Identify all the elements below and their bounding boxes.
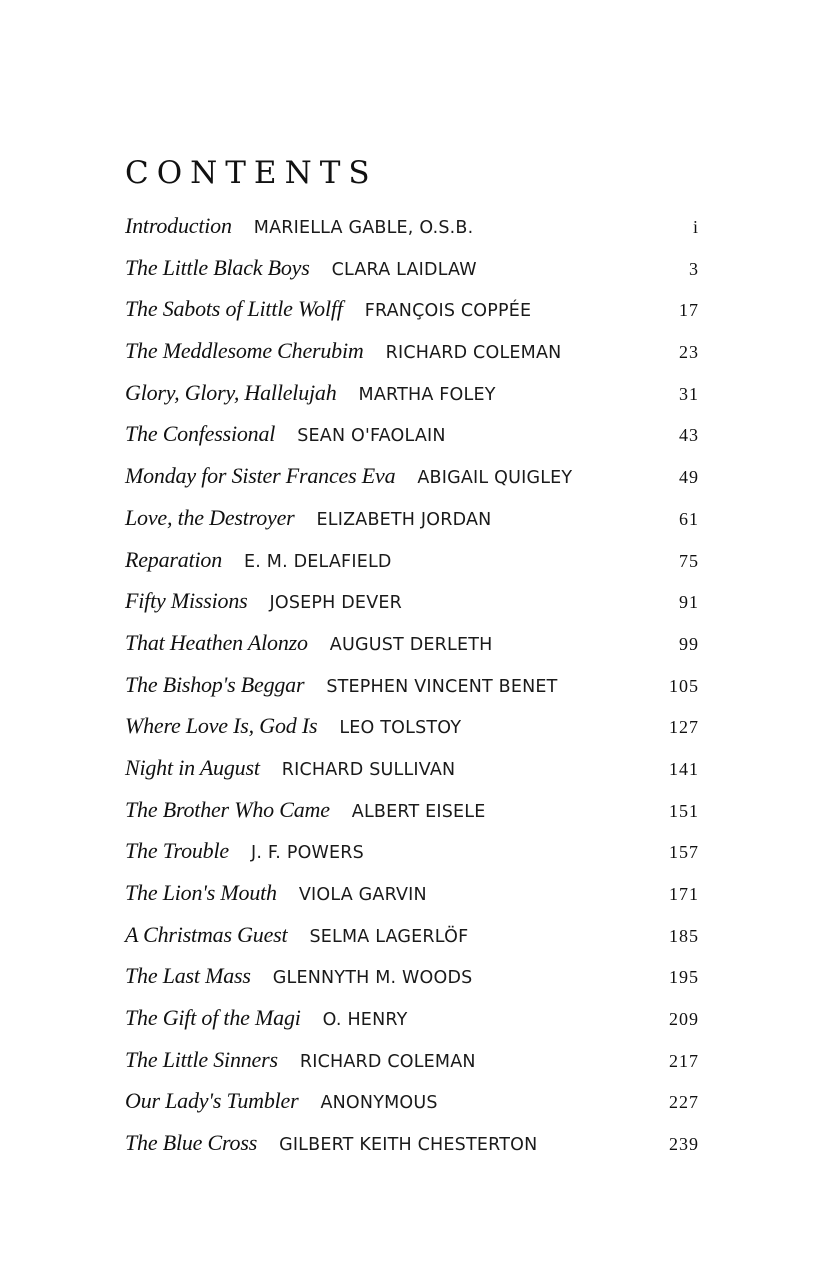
toc-entry[interactable] [125,789,699,831]
toc-entry[interactable] [125,497,699,539]
story-title: The Gift of the Magi [125,1005,301,1031]
page-number: 227 [669,1092,699,1113]
story-author: GLENNYTH M. WOODS [272,968,473,989]
story-title: The Sabots of Little Wolff [125,296,343,322]
toc-entry[interactable] [125,372,699,414]
page-number: 127 [669,717,699,738]
story-title: Where Love Is, God Is [125,713,318,739]
page-number: 185 [669,925,699,946]
page-number: 141 [669,758,699,779]
page-number: 239 [669,1134,699,1155]
page-number: 61 [679,508,699,529]
story-title: Glory, Glory, Hallelujah [125,379,337,405]
story-author: SEAN O'FAOLAIN [297,426,446,447]
toc-entry[interactable] [125,955,699,997]
story-title: Love, the Destroyer [125,504,295,530]
story-title: Our Lady's Tumbler [125,1088,299,1114]
story-title: A Christmas Guest [125,921,288,947]
story-author: ELIZABETH JORDAN [316,509,492,530]
story-title: The Little Black Boys [125,254,310,280]
page-number: 99 [679,633,699,654]
toc-entry[interactable] [125,247,699,289]
page-number: 43 [679,425,699,446]
page-number: 209 [669,1009,699,1030]
story-author: STEPHEN VINCENT BENET [326,676,558,697]
toc-entry[interactable] [125,288,699,330]
story-author: E. M. DELAFIELD [244,551,392,572]
toc-entry[interactable] [125,747,699,789]
page-number: 157 [669,842,699,863]
page-number: 91 [679,592,699,613]
page-number: 3 [689,258,699,279]
story-author: FRANÇOIS COPPÉE [364,301,532,322]
toc-entry[interactable] [125,205,699,247]
story-author: GILBERT KEITH CHESTERTON [279,1135,538,1156]
story-title: The Bishop's Beggar [125,671,305,697]
story-author: MARTHA FOLEY [358,384,496,405]
story-author: JOSEPH DEVER [269,593,402,614]
story-title: The Trouble [125,838,229,864]
page-number: 31 [679,383,699,404]
story-title: Reparation [125,546,222,572]
page-number: 171 [669,884,699,904]
page-number: 195 [669,967,699,988]
story-title: The Blue Cross [125,1130,258,1156]
story-title: Introduction [125,213,232,238]
toc-entry[interactable] [125,580,699,622]
story-title: The Lion's Mouth [125,880,277,905]
toc-entry[interactable] [125,1122,699,1164]
page-number: 151 [669,800,699,821]
page-number: 105 [669,675,699,696]
story-title: The Meddlesome Cherubim [125,338,364,364]
toc-entry[interactable] [125,997,699,1039]
story-author: RICHARD SULLIVAN [281,759,456,780]
story-author: ALBERT EISELE [351,801,486,822]
page-number: 23 [679,342,699,363]
toc-entry[interactable] [125,413,699,455]
story-title: The Brother Who Came [125,796,330,822]
story-author: ANONYMOUS [320,1093,438,1114]
story-title: That Heathen Alonzo [125,629,308,655]
toc-entry[interactable] [125,1080,699,1122]
story-title: Fifty Missions [125,588,248,614]
story-author: RICHARD COLEMAN [385,343,562,364]
story-title: The Little Sinners [125,1046,278,1072]
page-number: 217 [669,1050,699,1071]
story-author: LEO TOLSTOY [339,718,462,739]
story-author: ABIGAIL QUIGLEY [417,468,573,489]
page-number: 49 [679,467,699,488]
story-title: Monday for Sister Frances Eva [125,463,396,489]
toc-entry[interactable] [125,830,699,872]
page-number: 17 [679,300,699,321]
toc-entry[interactable] [125,664,699,706]
toc-entry[interactable] [125,914,699,956]
story-author: O. HENRY [322,1010,408,1031]
story-author: CLARA LAIDLAW [331,259,477,280]
toc-entry[interactable] [125,330,699,372]
story-author: J. F. POWERS [250,843,364,864]
story-author: AUGUST DERLETH [329,634,493,655]
toc-entry[interactable] [125,455,699,497]
toc-entry[interactable] [125,1039,699,1081]
story-author: MARIELLA GABLE, O.S.B. [253,218,474,238]
page-number: 75 [679,550,699,571]
story-author: RICHARD COLEMAN [299,1051,476,1072]
story-author: SELMA LAGERLÖF [309,926,469,947]
story-title: Night in August [125,754,260,780]
page-title: CONTENTS [125,155,378,191]
toc-entry[interactable] [125,705,699,747]
table-of-contents [125,205,699,1164]
toc-entry[interactable] [125,622,699,664]
story-title: The Last Mass [125,963,251,989]
story-author: VIOLA GARVIN [298,885,427,905]
toc-entry[interactable] [125,872,699,914]
toc-entry[interactable] [125,539,699,581]
page-number: i [692,217,699,237]
story-title: The Confessional [125,421,276,447]
